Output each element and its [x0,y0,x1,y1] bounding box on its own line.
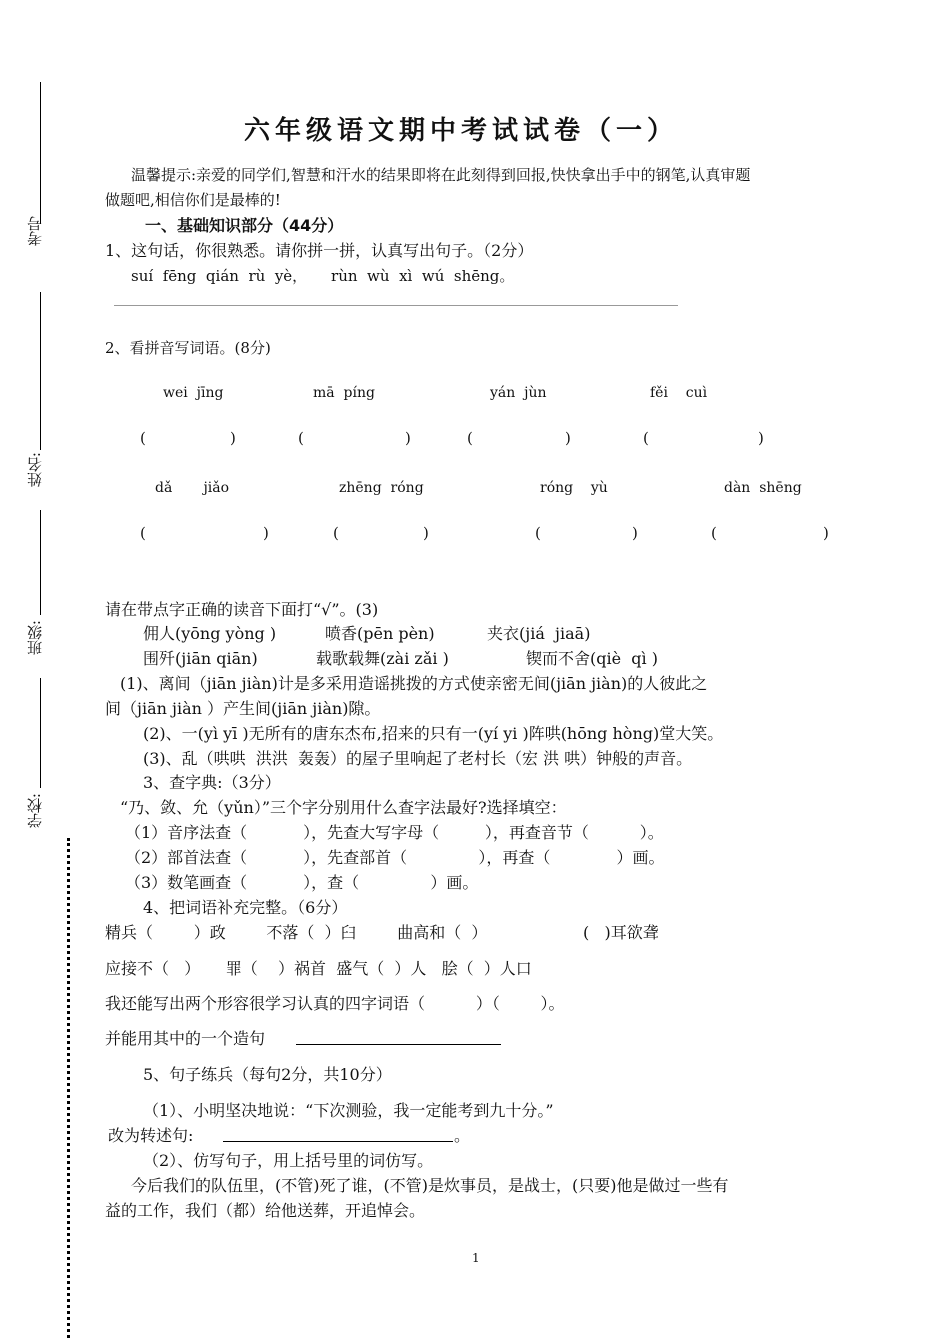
idioms-line-4: 并能用其中的一个造句 [105,1029,266,1048]
pinyin-item: zhēng róng [339,480,424,496]
sentence-task-2: （2）、仿写句子，用上括号里的词仿写。 [143,1151,434,1170]
answer-bracket-open: ( [467,429,473,447]
answer-bracket-open: ( [711,524,717,542]
question-sentences-stem: 5、句子练兵（每句2分，共10分） [143,1065,392,1084]
pinyin-item: dǎ jiǎo [155,480,230,496]
reading-sentence-1a: (1)、离间（jiān jiàn)计是多采用造谣挑拨的方式使亲密无间(jiān jiàn)的人彼此之 [120,674,708,693]
name-label: 姓名: [26,452,44,488]
sentence-task-1-end: 。 [454,1126,471,1145]
reading-item: 锲而不舍(qiè qì ) [526,649,658,668]
question-idioms-stem: 4、把词语补充完整。（6分） [143,898,348,917]
pinyin-item: fěi cuì [650,385,708,401]
school-label: 学校: [26,793,44,829]
question-1-stem: 1、这句话，你很熟悉。请你拼一拼，认真写出句子。（2分） [105,241,534,260]
pinyin-item: mā píng [313,385,375,401]
question-2-stem: 2、看拼音写词语。(8分) [105,339,271,357]
pinyin-item: dàn shēng [724,480,802,496]
sentence-answer-line [296,1044,501,1045]
tip-line-1: 温馨提示:亲爱的同学们,智慧和汗水的结果即将在此刻得到回报,快快拿出手中的钢笔,认真审题 [131,166,751,184]
dictionary-line-1: （1）音序法查（ ），先查大写字母（ ），再查音节（ ）。 [125,823,664,842]
reading-sentence-2: (2)、一(yì yī )无所有的唐东杰布,招来的只有一(yí yi )阵哄(hōng hòng)堂大笑。 [143,724,724,743]
answer-bracket-open: ( [535,524,541,542]
answer-bracket-close: ) [758,429,764,447]
answer-line [114,305,678,306]
answer-bracket-open: ( [140,429,146,447]
idioms-line-2: 应接不（ ） 罪（ ）祸首 盛气（ ）人 脍（ ）人口 [105,959,532,978]
answer-bracket-close: ) [230,429,236,447]
sentence-task-1: （1）、小明坚决地说：“下次测验，我一定能考到九十分。” [143,1101,554,1120]
answer-bracket-close: ) [263,524,269,542]
reading-item: 围歼(jiān qiān) [143,649,258,668]
page-title: 六年级语文期中考试试卷（一） [244,116,679,146]
dictionary-line-2: （2）部首法查（ ），先查部首（ ），再查（ ）画。 [125,848,665,867]
answer-bracket-close: ) [565,429,571,447]
reading-item: 载歌载舞(zài zǎi ) [316,649,449,668]
question-1-pinyin: suí fēng qián rù yè， rùn wù xì wú shēng。 [131,267,515,285]
reading-item: 喷香(pēn pèn) [325,624,435,643]
indirect-speech-answer-line [223,1141,453,1142]
section-heading: 一、基础知识部分（44分） [145,216,344,235]
exam-number-label: 考号 [26,216,44,246]
dictionary-intro: “乃、敛、允（yǔn）”三个字分别用什么查字法最好?选择填空： [120,798,567,817]
idioms-line-3: 我还能写出两个形容很学习认真的四字词语（ ）（ ）。 [105,994,565,1013]
answer-bracket-open: ( [643,429,649,447]
dictionary-line-3: （3）数笔画查（ ），查（ ）画。 [125,873,479,892]
reading-sentence-3: (3)、乱（哄哄 洪洪 轰轰）的屋子里响起了老村长（宏 洪 哄）钟般的声音。 [143,749,693,768]
pinyin-item: wei jīng [163,385,224,401]
idioms-line-1: 精兵（ ）政 不落（ ）臼 曲高和（ ） [105,923,488,942]
binding-dotted-line [67,838,70,1338]
idioms-line-1b: ( )耳欲聋 [583,923,659,942]
tip-line-2: 做题吧,相信你们是最棒的! [105,191,281,209]
sentence-task-1-prompt: 改为转述句: [108,1126,194,1145]
class-label: 班级: [26,620,44,656]
reading-item: 佣人(yōng yòng ) [143,624,277,643]
answer-bracket-open: ( [298,429,304,447]
answer-bracket-close: ) [823,524,829,542]
answer-bracket-close: ) [405,429,411,447]
question-dictionary-stem: 3、查字典:（3分） [143,773,281,792]
pinyin-item: yán jùn [490,385,547,401]
answer-bracket-open: ( [140,524,146,542]
question-3-stem: 请在带点字正确的读音下面打“√”。(3) [105,600,379,619]
sentence-example-2: 益的工作，我们（都）给他送葬，开追悼会。 [105,1201,426,1220]
answer-bracket-close: ) [632,524,638,542]
answer-bracket-close: ) [423,524,429,542]
pinyin-item: róng yù [540,480,608,496]
sentence-example-1: 今后我们的队伍里，(不管)死了谁，(不管)是炊事员，是战士，(只要)他是做过一些有 [131,1176,729,1195]
answer-bracket-open: ( [333,524,339,542]
page-number: 1 [472,1251,480,1265]
reading-item: 夹衣(jiá jiaā) [487,624,591,643]
reading-sentence-1b: 间（jiān jiàn ）产生间(jiān jiàn)隙。 [105,699,381,718]
